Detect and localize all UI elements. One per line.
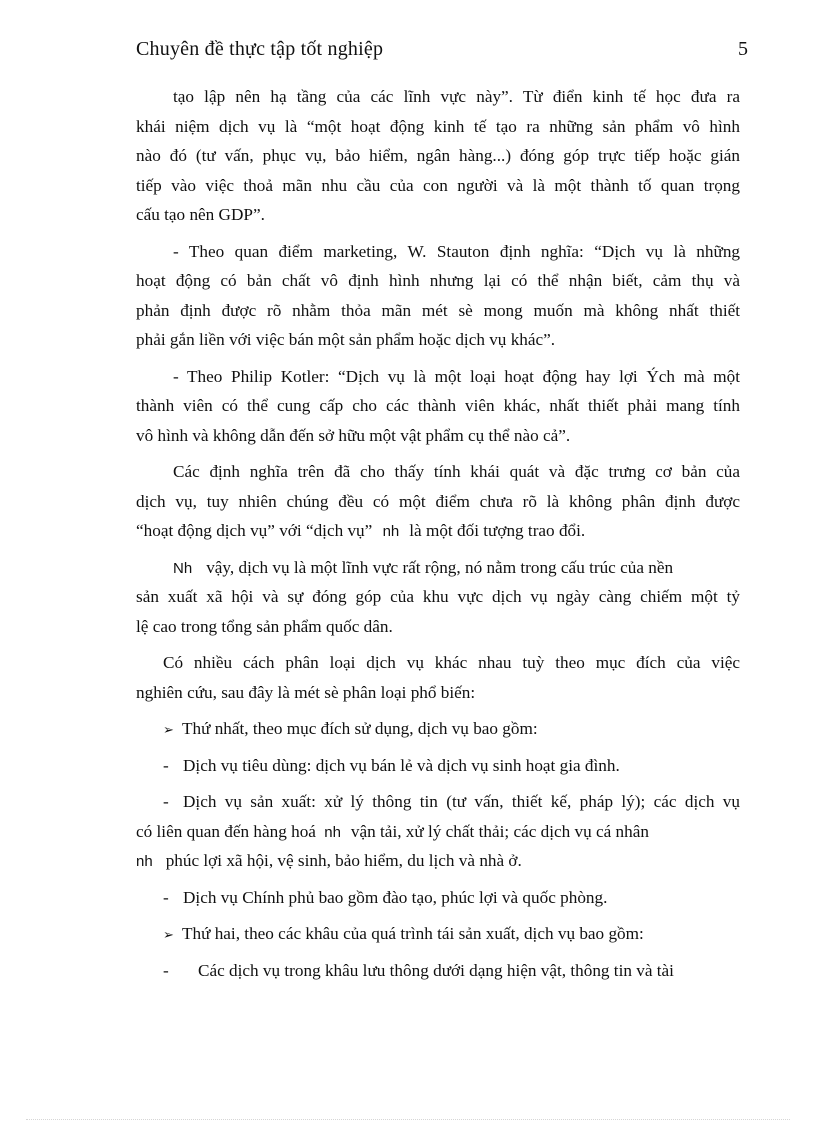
text-fragment: nh bbox=[324, 823, 341, 841]
text-line: - Theo Philip Kotler: “Dịch vụ là một loại hoạt động hay lợi Ých mà một bbox=[173, 366, 740, 386]
text-line: khái niệm dịch vụ là “một hoạt động kinh tế tạo ra những sản phẩm vô hình bbox=[136, 116, 740, 136]
text-fragment: Nh bbox=[173, 559, 193, 577]
text-line bbox=[136, 787, 740, 817]
text-fragment: vậy, dịch vụ là một lĩnh vực rất rộng, nó nằm trong cấu trúc của nền bbox=[206, 557, 674, 577]
text-line: phải gắn liền với việc bán một sản phẩm hoặc dịch vụ khác”. bbox=[136, 330, 556, 349]
text-line: nào đó (tư vấn, phục vụ, bảo hiểm, ngân hàng...) đóng góp trực tiếp hoặc gián bbox=[136, 146, 740, 165]
text-line bbox=[136, 553, 740, 583]
paragraph bbox=[136, 362, 740, 451]
text-fragment: nh bbox=[382, 523, 400, 540]
dash-bullet-icon: - bbox=[163, 887, 169, 907]
list-heading-text: Thứ nhất, theo mục đích sử dụng, dịch vụ bao gồm: bbox=[182, 719, 538, 738]
text-line: hoạt động có bản chất vô định hình nhưng lại có thể nhận biết, cảm thụ và bbox=[136, 271, 740, 290]
dash-bullet-icon: - bbox=[163, 960, 169, 980]
text-line: Có nhiều cách phân loại dịch vụ khác nhau tuỳ theo mục đích của việc bbox=[163, 653, 740, 672]
text-line: phản định được rõ nhằm thỏa mãn mét sè mong muốn mà không nhất thiết bbox=[136, 300, 740, 320]
text-line: vô hình và không dẫn đến sở hữu một vật phẩm cụ thể nào cả”. bbox=[136, 425, 571, 445]
text-line: nghiên cứu, sau đây là mét sè phân loại phổ biến: bbox=[136, 682, 476, 702]
text-line: - Theo quan điểm marketing, W. Stauton định nghĩa: “Dịch vụ là những bbox=[173, 241, 740, 261]
text-fragment: có liên quan đến hàng hoá bbox=[136, 821, 316, 841]
text-fragment: nh bbox=[136, 853, 153, 870]
classification-list bbox=[136, 714, 740, 985]
paragraph bbox=[136, 553, 740, 642]
list-item bbox=[136, 787, 740, 876]
page-bottom-divider bbox=[26, 1119, 790, 1120]
page-number: 5 bbox=[738, 38, 748, 60]
list-heading bbox=[136, 919, 740, 949]
text-line: dịch vụ, tuy nhiên chúng đều có một điểm chưa rõ là không phân định được bbox=[136, 491, 740, 511]
body-text bbox=[136, 82, 740, 985]
text-line bbox=[136, 516, 740, 546]
text-line: tạo lập nên hạ tầng của các lĩnh vực này”. Từ điển kinh tế học đưa ra bbox=[173, 87, 740, 106]
text-fragment: phúc lợi xã hội, vệ sinh, bảo hiểm, du lịch và nhà ở. bbox=[165, 851, 522, 870]
text-line: Các định nghĩa trên đã cho thấy tính khái quát và đặc trưng cơ bản của bbox=[173, 462, 740, 481]
text-line: sản xuất xã hội và sự đóng góp của khu vực dịch vụ ngày càng chiếm một tỷ bbox=[136, 587, 740, 606]
paragraph bbox=[136, 648, 740, 707]
text-line: tiếp vào việc thoả mãn nhu cầu của con người và là một thành tố quan trọng bbox=[136, 175, 740, 195]
list-item bbox=[136, 883, 740, 913]
text-fragment: vận tải, xử lý chất thải; các dịch vụ cá nhân bbox=[350, 821, 649, 841]
dash-bullet-icon: - bbox=[163, 792, 169, 811]
list-item-text: Dịch vụ tiêu dùng: dịch vụ bán lẻ và dịch vụ sinh hoạt gia đình. bbox=[183, 755, 620, 775]
list-item bbox=[136, 751, 740, 781]
header-title: Chuyên đề thực tập tốt nghiệp bbox=[136, 38, 384, 60]
list-item-text: Dịch vụ Chính phủ bao gồm đào tạo, phúc lợi và quốc phòng. bbox=[183, 887, 608, 907]
text-line: lệ cao trong tổng sản phẩm quốc dân. bbox=[136, 616, 393, 636]
text-fragment: là một đối tượng trao đổi. bbox=[409, 521, 586, 540]
text-line: cấu tạo nên GDP”. bbox=[136, 205, 265, 224]
text-line: thành viên có thể cung cấp cho các thành viên khác, nhất thiết phải mang tính bbox=[136, 396, 740, 415]
paragraph bbox=[136, 237, 740, 355]
list-heading-text: Thứ hai, theo các khâu của quá trình tái sản xuất, dịch vụ bao gồm: bbox=[182, 924, 644, 943]
text-line bbox=[136, 817, 740, 847]
arrow-bullet-icon: ➢ bbox=[163, 928, 174, 943]
text-fragment: “hoạt động dịch vụ” với “dịch vụ” bbox=[136, 521, 373, 540]
list-item bbox=[136, 956, 740, 986]
paragraph bbox=[136, 82, 740, 230]
page-header bbox=[136, 38, 748, 68]
arrow-bullet-icon: ➢ bbox=[163, 723, 174, 738]
list-heading bbox=[136, 714, 740, 744]
list-item-text: Các dịch vụ trong khâu lưu thông dưới dạng hiện vật, thông tin và tài bbox=[198, 960, 674, 980]
text-line bbox=[136, 846, 740, 876]
paragraph bbox=[136, 457, 740, 546]
list-item-text: Dịch vụ sản xuất: xử lý thông tin (tư vấn, thiết kế, pháp lý); các dịch vụ bbox=[183, 792, 740, 811]
dash-bullet-icon: - bbox=[163, 755, 169, 775]
